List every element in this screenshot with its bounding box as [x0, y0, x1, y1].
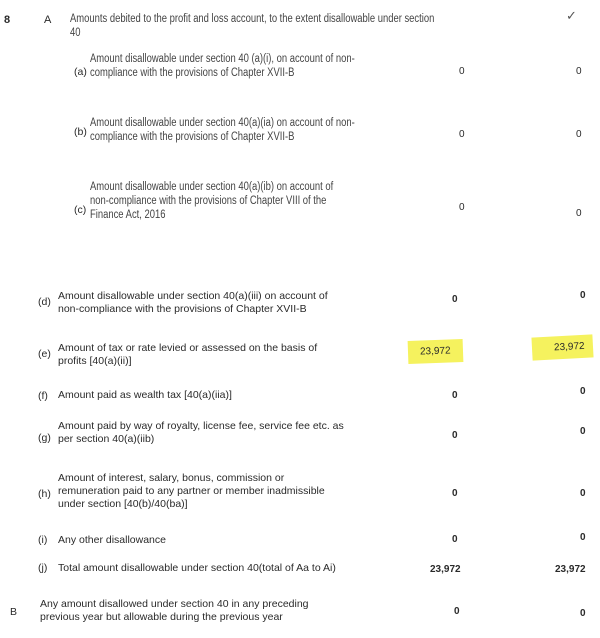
row-j-value-1: 23,972	[430, 564, 461, 575]
row-b-label: (b)	[74, 126, 87, 138]
row-j-label: (j)	[38, 562, 48, 574]
row-a-label: (a)	[74, 66, 87, 78]
row-e-text: Amount of tax or rate levied or assessed on the basis of profits [40(a)(ii)]	[58, 342, 318, 367]
row-h-label: (h)	[38, 488, 51, 500]
row-c-value-2: 0	[576, 208, 582, 219]
row-g-label: (g)	[38, 432, 51, 444]
row-g-value-2: 0	[580, 426, 586, 437]
row-d-text: Amount disallowable under section 40(a)(iii) on account of non-compliance with the provisions of Chapter XVII-B	[58, 290, 328, 315]
row-i-value-2: 0	[580, 532, 586, 543]
row-i-text: Any other disallowance	[58, 534, 166, 546]
row-f-value-1: 0	[452, 390, 458, 401]
part-a-title: Amounts debited to the profit and loss account, to the extent disallowable under section 40	[70, 13, 435, 39]
row-h-text: Amount of interest, salary, bonus, commission or remuneration paid to any partner or member inadmissible under section [40(b)/40(ba)]	[58, 472, 325, 510]
row-j-text: Total amount disallowable under section 40(total of Aa to Ai)	[58, 562, 336, 574]
row-j-value-2: 23,972	[555, 564, 586, 575]
row-f-value-2: 0	[580, 386, 586, 397]
row-d-value-2: 0	[580, 290, 586, 301]
part-b-value-1: 0	[454, 606, 460, 617]
row-i-label: (i)	[38, 534, 48, 546]
row-b-value-1: 0	[459, 129, 465, 140]
row-c-value-1: 0	[459, 202, 465, 213]
part-b-value-2: 0	[580, 608, 586, 619]
row-c-text: Amount disallowable under section 40(a)(ib) on account of non-compliance with the provisions of Chapter VIII of the Finance Act, 2016	[90, 181, 334, 221]
section-number: 8	[4, 14, 11, 26]
row-e-label: (e)	[38, 348, 51, 360]
row-a-value-1: 0	[459, 66, 465, 77]
row-b-text: Amount disallowable under section 40(a)(ia) on account of non-compliance with the provisions of Chapter XVII-B	[90, 117, 355, 143]
check-mark-icon: ✓	[566, 8, 577, 23]
row-g-value-1: 0	[452, 430, 458, 441]
row-g-text: Amount paid by way of royalty, license fee, service fee etc. as per section 40(a)(iib)	[58, 420, 344, 445]
part-b-text: Any amount disallowed under section 40 in any preceding previous year but allowable during the previous year	[40, 598, 309, 623]
part-b-label: B	[10, 606, 18, 618]
part-a-label: A	[44, 14, 52, 26]
row-c-label: (c)	[74, 204, 87, 216]
row-d-value-1: 0	[452, 294, 458, 305]
row-a-value-2: 0	[576, 66, 582, 77]
row-h-value-1: 0	[452, 488, 458, 499]
row-e-value-2-highlighted: 23,972	[531, 334, 593, 360]
row-a-text: Amount disallowable under section 40 (a)(i), on account of non-compliance with the provisions of Chapter XVII-B	[90, 53, 355, 79]
row-h-value-2: 0	[580, 488, 586, 499]
row-f-label: (f)	[38, 390, 48, 402]
row-f-text: Amount paid as wealth tax [40(a)(iia)]	[58, 389, 232, 401]
row-b-value-2: 0	[576, 129, 582, 140]
row-i-value-1: 0	[452, 534, 458, 545]
row-e-value-1-highlighted: 23,972	[408, 339, 463, 364]
row-d-label: (d)	[38, 296, 51, 308]
